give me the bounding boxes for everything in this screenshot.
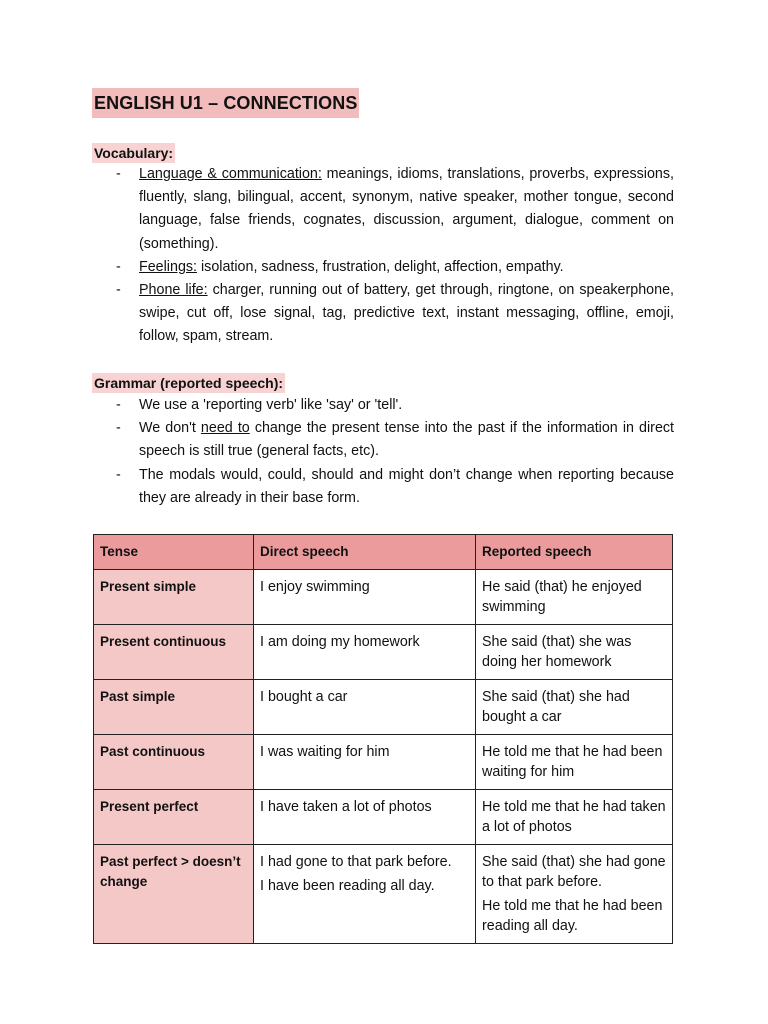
grammar-rule-emphasis: need to: [200, 420, 250, 437]
grammar-rule-start: We don't: [139, 420, 201, 437]
vocab-words: meanings, idioms, translations, proverbs, expressions, fluently, slang, bilingual, accent, synonym, native speaker, mother tongue, second language, false friends, cognates, discussion, argument, dialogue, comment on (something).: [139, 166, 675, 252]
tense-cell: Present continuous: [94, 625, 254, 680]
table-row: [94, 790, 673, 845]
table-row: [94, 845, 673, 944]
table-row: [94, 680, 673, 735]
table-header-row: [94, 535, 673, 570]
vocab-category-label: Feelings:: [139, 258, 198, 275]
list-item: - Phone life: charger, running out of battery, get through, ringtone, on speakerphone, swipe, cut off, lose signal, tag, predictive text, instant messaging, offline, emoji, follow, spam, stream.: [116, 282, 674, 345]
list-item: - Feelings: isolation, sadness, frustration, delight, affection, empathy.: [116, 258, 564, 275]
vocab-words: isolation, sadness, frustration, delight, affection, empathy.: [197, 258, 564, 275]
tense-cell: Past continuous: [94, 735, 254, 790]
column-header-tense: Tense: [94, 535, 254, 570]
reported-speech-cell: She said (that) she was doing her homework: [476, 625, 673, 680]
tense-cell: Present simple: [94, 570, 254, 625]
reported-speech-cell: She said (that) she had gone to that park before. He told me that he had been reading all day.: [476, 845, 673, 944]
list-item: - We don't need to change the present tense into the past if the information in direct speech is still true (general facts, etc).: [116, 420, 675, 460]
tense-cell: Past perfect > doesn’t change: [94, 845, 254, 944]
direct-speech-cell: I enjoy swimming: [254, 570, 476, 625]
page-title: ENGLISH U1 – CONNECTIONS: [92, 88, 359, 118]
table-row: [94, 625, 673, 680]
tense-cell: Past simple: [94, 680, 254, 735]
grammar-rule: The modals would, could, should and might don’t change when reporting because they are already in their base form.: [139, 466, 674, 506]
vocab-category-label: Phone life:: [139, 282, 208, 299]
list-item: - Language & communication: meanings, idioms, translations, proverbs, expressions, fluently, slang, bilingual, accent, synonym, native speaker, mother tongue, second language, false friends, cognates, discussion, argument, dialogue, comment on (something).: [116, 166, 675, 252]
grammar-rule-end: change the present tense into the past if the information in direct speech is still true (general facts, etc).: [139, 420, 675, 460]
reported-speech-cell: She said (that) she had bought a car: [476, 680, 673, 735]
reported-speech-table: [93, 534, 673, 944]
grammar-list: [92, 394, 674, 510]
reported-speech-cell: He said (that) he enjoyed swimming: [476, 570, 673, 625]
reported-speech-cell: He told me that he had been waiting for him: [476, 735, 673, 790]
list-item: - We use a 'reporting verb' like 'say' or 'tell'.: [116, 397, 403, 413]
column-header-reported: Reported speech: [476, 535, 673, 570]
tense-cell: Present perfect: [94, 790, 254, 845]
table-row: [94, 570, 673, 625]
grammar-rule: We use a 'reporting verb' like 'say' or 'tell'.: [139, 397, 403, 413]
vocab-category-label: Language & communication:: [139, 166, 322, 182]
reported-speech-cell: He told me that he had taken a lot of photos: [476, 790, 673, 845]
grammar-heading: Grammar (reported speech):: [94, 375, 284, 391]
direct-speech-cell: I have taken a lot of photos: [254, 790, 476, 845]
direct-speech-cell: I had gone to that park before. I have been reading all day.: [254, 845, 476, 944]
vocabulary-list: [92, 163, 674, 349]
direct-speech-cell: I was waiting for him: [254, 735, 476, 790]
vocab-words: charger, running out of battery, get through, ringtone, on speakerphone, swipe, cut off, lose signal, tag, predictive text, instant messaging, offline, emoji, follow, spam, stream.: [139, 282, 674, 345]
vocabulary-heading: Vocabulary:: [94, 145, 174, 161]
list-item: - The modals would, could, should and might don’t change when reporting because they are already in their base form.: [116, 466, 674, 506]
direct-speech-cell: I am doing my homework: [254, 625, 476, 680]
direct-speech-cell: I bought a car: [254, 680, 476, 735]
column-header-direct: Direct speech: [254, 535, 476, 570]
table-row: [94, 735, 673, 790]
